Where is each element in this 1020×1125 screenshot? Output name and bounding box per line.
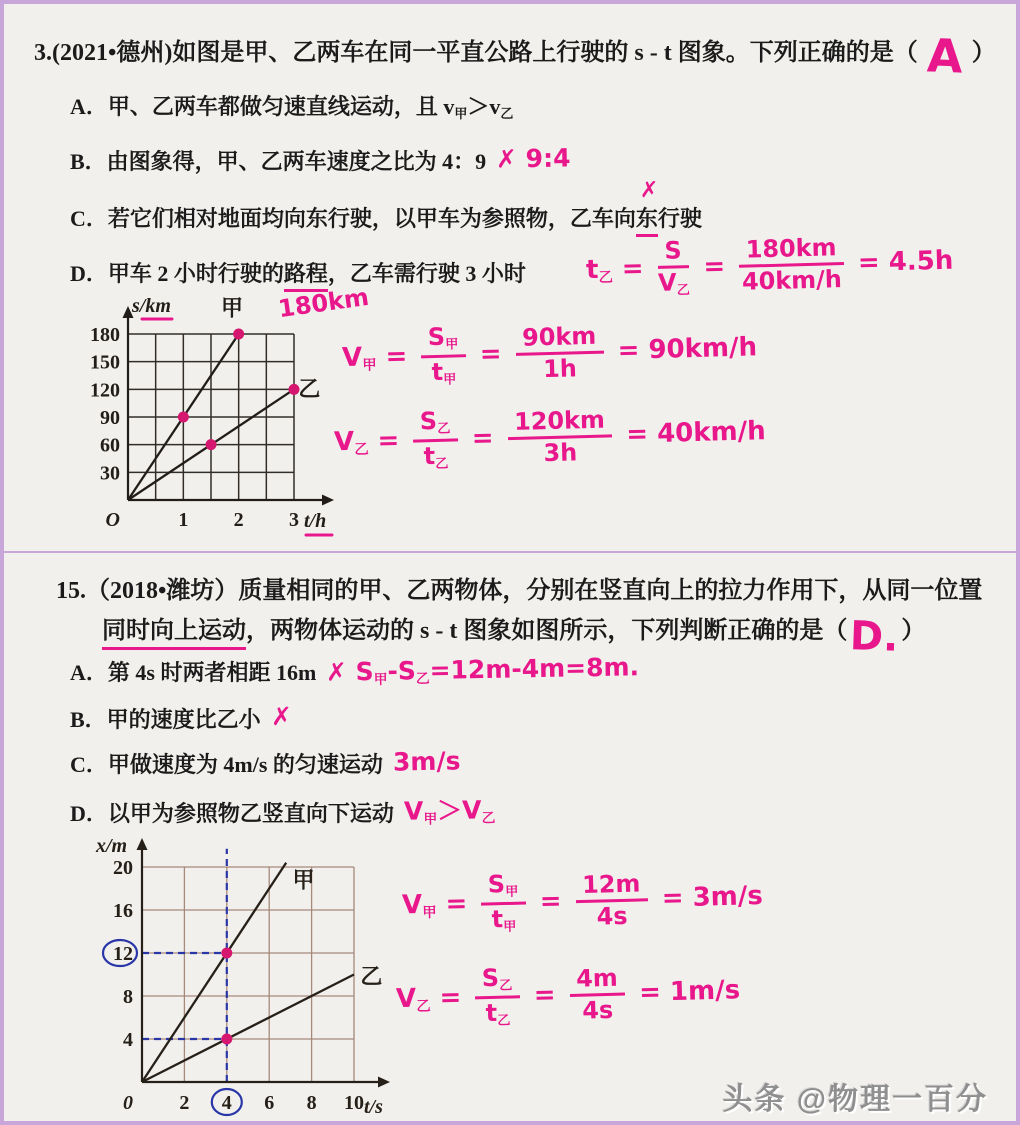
y-axis-title: s/km bbox=[132, 295, 171, 317]
origin-label: 0 bbox=[123, 1092, 133, 1114]
x-axis-arrow bbox=[322, 495, 334, 506]
p15-option-b-cross-mark: ✗ bbox=[270, 701, 292, 732]
handwritten-eq-t-yi: $t_乙$ = $\frac{S}{V_乙}$ = $\frac{180km}{40km/h}$ = 4.5h bbox=[585, 233, 954, 299]
y-tick-label: 8 bbox=[123, 986, 133, 1008]
p15-option-c-handwritten-note: 3m/s bbox=[392, 746, 461, 777]
option-a-sub1: 甲 bbox=[454, 106, 468, 121]
y-tick-label: 90 bbox=[100, 407, 120, 429]
problem15-option-c bbox=[70, 748, 460, 779]
option-c-post: 行驶 bbox=[657, 206, 702, 231]
option-a-sub2: 乙 bbox=[500, 106, 514, 121]
y-tick-label: 180 bbox=[90, 324, 120, 346]
option-c-text: C．若它们相对地面均向东行驶，以甲车为参照物，乙车向 bbox=[70, 206, 636, 231]
series-label-乙: 乙 bbox=[360, 964, 383, 990]
data-point bbox=[206, 439, 217, 450]
p15-option-b-text: B．甲的速度比乙小 bbox=[70, 707, 261, 732]
problem3-option-c bbox=[70, 178, 702, 233]
x-tick-label: 4 bbox=[221, 1092, 232, 1114]
option-d-text: D．甲车 2 小时行驶的 bbox=[70, 261, 284, 286]
problem3-handwritten-answer: A bbox=[925, 28, 964, 84]
problem3-stem bbox=[34, 28, 996, 84]
problem15-answer-slot bbox=[847, 613, 901, 661]
section-divider bbox=[4, 551, 1016, 553]
option-d-handwritten-180km: 180km bbox=[276, 282, 371, 324]
x-axis-arrow bbox=[378, 1077, 390, 1088]
problem3-answer-slot bbox=[918, 28, 972, 84]
x-axis-title: t/s bbox=[364, 1096, 383, 1118]
series-label-甲: 甲 bbox=[220, 295, 243, 321]
problem15-option-b bbox=[70, 703, 292, 734]
x-tick-label: 1 bbox=[178, 509, 189, 531]
problem15-stem2-close: ） bbox=[901, 618, 926, 644]
st-graph-problem3-container bbox=[84, 294, 349, 542]
series-line-甲 bbox=[142, 863, 286, 1082]
option-c-cross-mark: ✗ bbox=[639, 178, 659, 203]
y-tick-label: 30 bbox=[100, 462, 120, 485]
option-a-mid: ＞v bbox=[467, 94, 501, 119]
y-tick-label: 4 bbox=[123, 1029, 133, 1051]
problem15-option-a bbox=[70, 652, 640, 689]
data-point bbox=[233, 329, 244, 340]
series-label-甲: 甲 bbox=[292, 867, 315, 893]
y-axis-arrow bbox=[137, 838, 148, 850]
handwritten-eq-v-yi-2: $V_乙$ = $\frac{S_乙}{t_乙}$ = $\frac{4m}{4s}$ = 1m/s bbox=[395, 963, 741, 1029]
x-tick-label: 2 bbox=[233, 509, 244, 531]
y-tick-label: 120 bbox=[90, 379, 120, 402]
handwritten-eq-v-yi: $V_乙$ = $\frac{S_乙}{t_乙}$ = $\frac{120km}{3h}$ = 40km/h bbox=[333, 405, 767, 472]
problem3-option-b bbox=[70, 145, 571, 176]
problem3-stem-text: 3.(2021•德州)如图是甲、乙两车在同一平直公路上行驶的 s - t 图象。下列正确的是（ bbox=[34, 40, 918, 66]
x-tick-label: 3 bbox=[289, 509, 299, 531]
data-point bbox=[178, 412, 189, 423]
option-d-post: ，乙车需行驶 3 小时 bbox=[327, 261, 526, 286]
y-tick-label: 20 bbox=[113, 857, 133, 879]
problem15-handwritten-answer: D. bbox=[849, 613, 900, 661]
y-axis-title: x/m bbox=[96, 835, 128, 857]
option-b-handwritten-note: ✗ 9:4 bbox=[495, 143, 571, 174]
data-point bbox=[221, 948, 232, 959]
data-point bbox=[221, 1034, 232, 1045]
xt-graph-problem15 bbox=[42, 824, 407, 1124]
p15-option-c-text: C．甲做速度为 4m/s 的匀速运动 bbox=[70, 752, 383, 777]
watermark: 头条 @物理一百分 bbox=[722, 1083, 988, 1116]
problem3-option-a bbox=[70, 90, 513, 122]
option-d-marked-word: 路程 bbox=[284, 261, 328, 292]
origin-label: O bbox=[105, 509, 120, 531]
x-tick-label: 8 bbox=[306, 1092, 317, 1114]
y-tick-label: 150 bbox=[90, 351, 120, 374]
p15-option-d-handwritten-note: $V_甲>V_乙$ bbox=[403, 795, 496, 828]
p15-option-a-handwritten-note: ✗ $S_甲-S_乙=12m-4m=8m$. bbox=[326, 652, 640, 689]
problem15-stem-line2 bbox=[102, 610, 926, 661]
problem15-stem-line1: 15.（2018•潍坊）质量相同的甲、乙两物体，分别在竖直向上的拉力作用下，从同一位置 bbox=[56, 578, 983, 604]
option-a-text: A．甲、乙两车都做匀速直线运动，且 v bbox=[70, 94, 455, 119]
series-line-乙 bbox=[142, 975, 354, 1083]
problem15-stem2-rest: ，两物体运动的 s - t 图象如图所示，下列判断正确的是（ bbox=[246, 618, 848, 644]
x-tick-label: 2 bbox=[179, 1092, 190, 1114]
problem15-underlined-phrase: 同时向上运动 bbox=[102, 618, 246, 650]
p15-option-a-text: A．第 4s 时两者相距 16m bbox=[70, 660, 317, 685]
st-graph-problem3 bbox=[84, 294, 349, 542]
x-axis-title: t/h bbox=[304, 510, 327, 532]
y-tick-label: 16 bbox=[113, 900, 133, 922]
x-tick-label: 10 bbox=[344, 1092, 364, 1114]
handwritten-eq-v-jia-2: $V_甲$ = $\frac{S_甲}{t_甲}$ = $\frac{12m}{4s}$ = 3m/s bbox=[401, 869, 764, 935]
handwritten-eq-v-jia: $V_甲$ = $\frac{S_甲}{t_甲}$ = $\frac{90km}{1h}$ = 90km/h bbox=[341, 321, 758, 388]
y-tick-label: 60 bbox=[100, 434, 120, 457]
option-b-text: B．由图象得，甲、乙两车速度之比为 4：9 bbox=[70, 149, 487, 174]
xt-graph-problem15-container bbox=[42, 824, 407, 1124]
series-label-乙: 乙 bbox=[298, 376, 321, 402]
option-c-marked-char: 东 bbox=[636, 206, 658, 237]
y-tick-label: 12 bbox=[113, 943, 133, 965]
x-tick-label: 6 bbox=[264, 1092, 275, 1114]
problem3-stem-close: ） bbox=[971, 40, 996, 66]
p15-option-d-text: D．以甲为参照物乙竖直向下运动 bbox=[70, 801, 394, 826]
